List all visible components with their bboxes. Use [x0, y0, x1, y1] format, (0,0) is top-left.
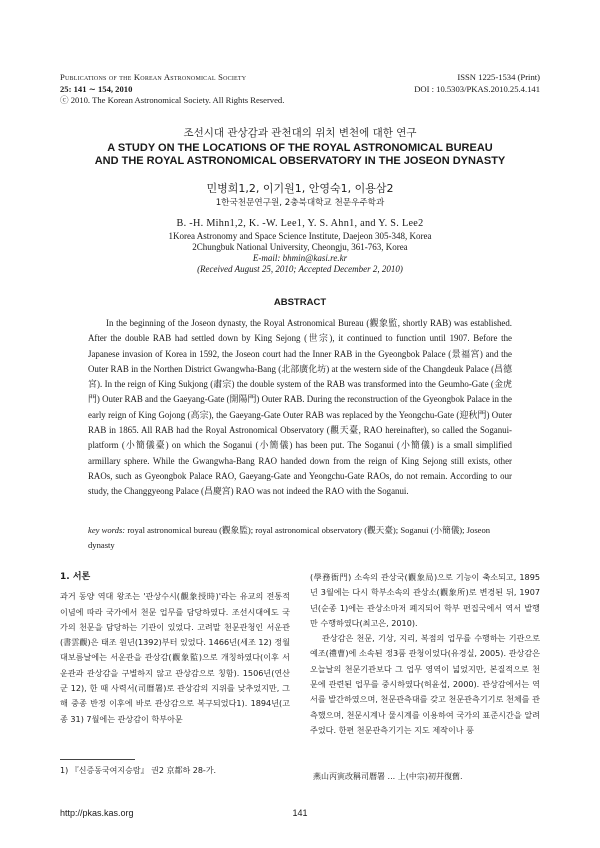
page-number: 141	[292, 808, 308, 818]
keywords-label: key words:	[88, 525, 126, 535]
footnote-1-quote: 燕山丙寅改稱司曆署 ... 上(中宗)初幷復舊.	[313, 772, 463, 781]
volume-pages: 25: 141 ∼ 154, 2010	[60, 83, 133, 94]
title-english-line2: AND THE ROYAL ASTRONOMICAL OBSERVATORY IN THE JOSEON DYNASTY	[94, 155, 506, 167]
footnote-1: 1) 『신증동국여지승람』 권2 京都하 28-가.	[60, 766, 217, 775]
paragraph-intro-1-continued: (學務衙門) 소속의 관상국(觀象局)으로 기능이 축소되고, 1895년 3월에는 다시 학부소속의 관상소(觀象所)로 변경된 뒤, 1907년(순종 1)에는 관상소마저 폐지되어 학부 편집국에서 역서 발행만 수행하였다(최고은, 2010).	[310, 572, 540, 628]
publication-name: Publications of the Korean Astronomical Society	[60, 72, 247, 82]
keywords	[88, 523, 512, 552]
footnote-divider	[60, 759, 135, 760]
journal-identifiers	[414, 72, 540, 95]
paper-title	[60, 125, 540, 168]
title-english-line1: A STUDY ON THE LOCATIONS OF THE ROYAL ASTRONOMICAL BUREAU	[107, 142, 493, 154]
title-korean: 조선시대 관상감과 관천대의 위치 변천에 대한 연구	[183, 127, 417, 139]
issn: ISSN 1225-1534 (Print)	[457, 72, 540, 82]
journal-header	[60, 72, 284, 107]
abstract-heading: ABSTRACT	[273, 297, 327, 308]
affiliations-korean: 1한국천문연구원, 2충북대학교 천문우주학과	[215, 198, 385, 208]
authors-english: B. -H. Mihn1,2, K. -W. Lee1, Y. S. Ahn1, and Y. S. Lee2	[176, 218, 424, 229]
received-dates: (Received August 25, 2010; Accepted December 2, 2010)	[197, 264, 403, 274]
authors-korean: 민병희1,2, 이기원1, 안영숙1, 이용삼2	[206, 182, 394, 195]
section-heading-introduction: 1. 서론	[60, 572, 91, 582]
affiliation-2: 2Chungbuk National University, Cheongju, 361-763, Korea	[192, 242, 408, 252]
doi: DOI : 10.5303/PKAS.2010.25.4.141	[414, 83, 540, 94]
copyright-line: ⓒ 2010. The Korean Astronomical Society. All Rights Reserved.	[60, 95, 285, 105]
affiliations-english	[60, 231, 540, 275]
keywords-list: royal astronomical bureau (觀象監); royal astronomical observatory (觀天臺); Soganui (小簡儀); Joseon dynasty	[88, 525, 491, 550]
paragraph-intro-1: 과거 동양 역대 왕조는 '관상수시(觀象授時)'라는 유교의 전통적 이념에 따라 국가에서 천문 업무를 담당하였다. 조선시대에도 국가의 천문을 담당하는 기관이 있었다. 고려말 천문관청인 서운관(書雲觀)은 태조 원년(1392)부터 있었다. 1466년(세조 12) 정월 대보름날에는 서운관을 관상감(觀象監)으로 개칭하였다(이후 서운관과 관상감을 구별하지 않고 관상감으로 칭함). 1506년(연산군 12), 한 때 사력서(司曆署)로 관상감의 지위를 낮추었지만, 그해 중종 반정 이후에 바로 관상감으로 복구되었다1). 1894년(고종 31) 7월에는 관상감이 학부아문	[60, 591, 291, 724]
body-column-right	[310, 570, 540, 738]
corresponding-email[interactable]: E-mail: bhmin@kasi.re.kr	[252, 253, 348, 263]
affiliation-1: 1Korea Astronomy and Space Science Institute, Daejeon 305-348, Korea	[168, 231, 432, 241]
paragraph-intro-2: 관상감은 천문, 기상, 지리, 복점의 업무를 수행하는 기관으로 예조(禮曹)에 소속된 정3품 관청이었다(유경실, 2005). 관상감은 오늘날의 천문기관보다 그 업무 영역이 넓었지만, 본질적으로 천문에 관련된 업무를 중시하였다(허윤섭, 2000). 관상감에서는 역서를 발간하였으며, 천문관측대를 갖고 천문관측기기로 천체를 관측했으며, 천문시계나 물시계를 이용하여 국가의 표준시간을 알려주었다. 한편 천문관측기기는 지도 제작이나 풍	[310, 633, 540, 735]
journal-url-link[interactable]: http://pkas.kas.org	[60, 808, 134, 818]
body-column-left	[60, 570, 290, 727]
abstract-text: In the beginning of the Joseon dynasty, the Royal Astronomical Bureau (觀象監, shortly RAB) was established. After the double RAB had settled down by King Sejong (世宗), it continued to function until 1907. Before the Japanese invasion of Korea in 1592, the Joseon court had the Inner RAB in the Gyeongbok Palace (景福宮) and the Outer RAB in the Northen District Gwangwha-Bang (北部廣化坊) at the western side of the Changdeuk Palace (昌德宮). In the reign of King Sukjong (肅宗) the double system of the RAB was transformed into the Geumho-Gate (金虎門) Outer RAB and the Gaeyang-Gate (開陽門) Outer RAB. During the reconstruction of the Gyeongbok Palace in the early reign of King Gojong (高宗), the Gaeyang-Gate Outer RAB was replaced by the Yeongchu-Gate (迎秋門) Outer RAB in 1865. All RAB had the Royal Astronomical Observatory (觀天臺, RAO hereinafter), so called the Soganui-platform (小簡儀臺) on which the Soganui (小簡儀) has been put. The Soganui (小簡儀) is a small simplified armillary sphere. While the Gwangwha-Bang RAO handed down from the reign of King Sejong still exists, other RAOs, such as Gyeongbok Palace RAO, Gaeyang-Gate and Yeongchu-Gate RAOs, do not remain. According to our study, the Changgyeong Palace (昌慶宮) RAO was not indeed the RAO with the Soganui.	[88, 318, 512, 497]
